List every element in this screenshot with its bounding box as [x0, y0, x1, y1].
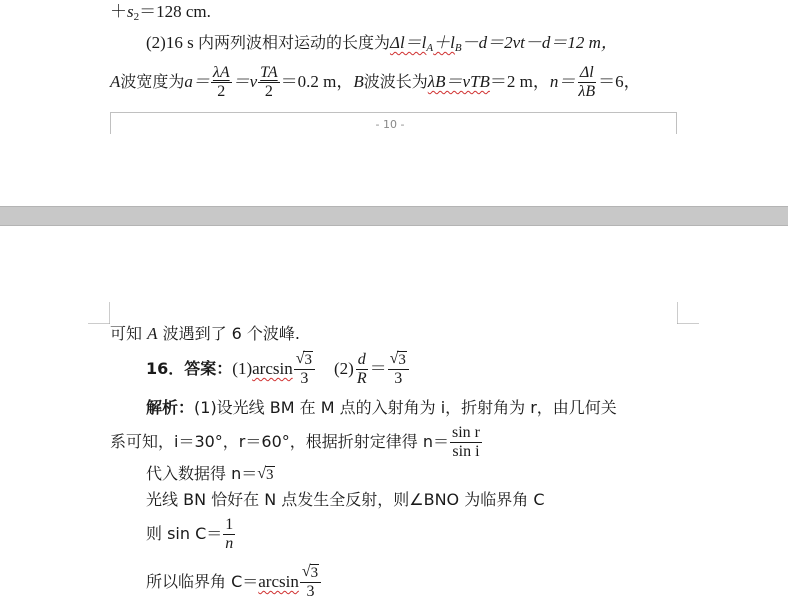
var-A: A: [147, 324, 158, 343]
value-02m: ＝0.2 m，: [280, 72, 354, 91]
frac-num: TA: [260, 63, 278, 81]
sqrt-3: √ 3: [257, 464, 274, 483]
analysis-label: 解析：: [146, 398, 195, 417]
crop-mark-left-icon: [88, 302, 110, 324]
analysis-text: 代入数据得 n＝: [146, 464, 258, 483]
cjk-wavelength: 波波长为: [363, 72, 428, 91]
page-number: - 10 -: [375, 118, 405, 131]
frac-den: 2: [264, 82, 273, 100]
arcsin-text: arcsin: [252, 359, 293, 378]
text-line-part2: [146, 33, 618, 53]
fraction-sqrt3-over-3: √ 3 3: [294, 351, 315, 387]
frac-den: 3: [306, 583, 315, 600]
fraction-sqrt3-over-3-b: √ 3 3: [388, 351, 409, 387]
sub-A: A: [426, 42, 434, 54]
fraction-1-over-n: [223, 517, 235, 552]
eq-v: ＝v: [232, 72, 258, 91]
var-s: s: [127, 2, 134, 21]
analysis-text: 所以临界角 C＝: [146, 572, 259, 591]
frac-den: R: [356, 369, 367, 387]
math-rest: －d＝2vt－d＝12 m，: [461, 33, 618, 52]
frac-num: sin r: [451, 423, 480, 441]
document-page-bottom: [0, 226, 788, 606]
radicand: 3: [304, 352, 312, 368]
page-gap: [0, 206, 788, 226]
cjk-text: 可知: [110, 324, 148, 343]
var-A: A: [110, 72, 121, 91]
cjk-text: 内两列波相对运动的长度为: [197, 33, 390, 52]
text-line-s2: [110, 2, 211, 22]
fraction-sqrt3-over-3-c: √ 3 3: [300, 564, 321, 600]
frac-num: λA: [212, 63, 230, 81]
var-a: a＝: [184, 72, 210, 91]
fraction-d-over-R: [355, 352, 369, 387]
text-line-wave-width: [110, 62, 641, 102]
frac-den: n: [225, 534, 234, 552]
crop-mark-right-icon: [677, 302, 699, 324]
footer-rule-right: [676, 112, 677, 134]
fraction-TA-over-2: [258, 65, 279, 100]
value-6: ＝6，: [598, 72, 641, 91]
part-1: (1): [232, 359, 253, 378]
fraction-dl-over-lambdaB: [576, 65, 597, 100]
frac-den: 2: [217, 82, 226, 100]
subscript-2: 2: [133, 11, 140, 23]
value-128cm: ＝128 cm.: [139, 2, 211, 21]
plus-sign: ＋: [110, 2, 127, 21]
answer-line: 16．答案： (1) arcsin √ 3 3 (2) $\frac{d}{R}$ ＝ √ 3 3: [146, 348, 410, 390]
cjk-text: 波遇到了 6 个波峰.: [157, 324, 301, 343]
math-lambdaB: λB＝vTB: [427, 72, 490, 91]
analysis-text: 系可知，i＝30°，r＝60°，根据折射定律得 n＝: [110, 432, 449, 451]
value-2m: ＝2 m，: [489, 72, 550, 91]
sub-B: B: [454, 42, 462, 54]
cjk-wave-width: 波宽度为: [120, 72, 185, 91]
radicand: 3: [398, 352, 406, 368]
analysis-line-2: [110, 420, 483, 464]
arcsin-text: arcsin: [258, 572, 299, 591]
analysis-text: 则 sin C＝: [146, 524, 223, 543]
analysis-line-5: [146, 512, 236, 556]
frac-den: 3: [394, 370, 403, 387]
part-2: (2): [333, 359, 354, 378]
analysis-text: (1)设光线 BM 在 M 点的入射角为 i，折射角为 r，由几何关: [194, 398, 617, 417]
math-delta-l: Δl＝l: [389, 33, 427, 52]
frac-den: λB: [578, 82, 596, 100]
document-page-top: [0, 0, 788, 206]
footer-rule: [110, 112, 677, 113]
math-plus-l: ＋l: [433, 33, 455, 52]
var-n: n＝: [549, 72, 576, 91]
analysis-line-4: [146, 490, 545, 510]
frac-num: 1: [225, 515, 234, 533]
radicand: 3: [266, 466, 274, 483]
radicand: 3: [310, 565, 319, 581]
answer-label: 16．答案：: [146, 359, 233, 378]
frac-den: sin i: [452, 442, 480, 460]
frac-den: 3: [300, 370, 309, 387]
analysis-line-1: [146, 398, 617, 418]
text-line-conclusion: [110, 324, 300, 344]
analysis-text: 光线 BN 恰好在 N 点发生全反射，则∠BNO 为临界角 C: [146, 490, 545, 509]
footer-rule-left: [110, 112, 111, 134]
analysis-line-3: [146, 464, 275, 484]
fraction-sinr-over-sini: [450, 425, 482, 460]
frac-num: d: [357, 350, 366, 368]
analysis-line-6: [146, 560, 322, 604]
fraction-lambdaA-over-2: [211, 65, 232, 100]
part-label: (2)16 s: [146, 33, 198, 52]
var-B: B: [353, 72, 364, 91]
frac-num: Δl: [579, 63, 594, 81]
